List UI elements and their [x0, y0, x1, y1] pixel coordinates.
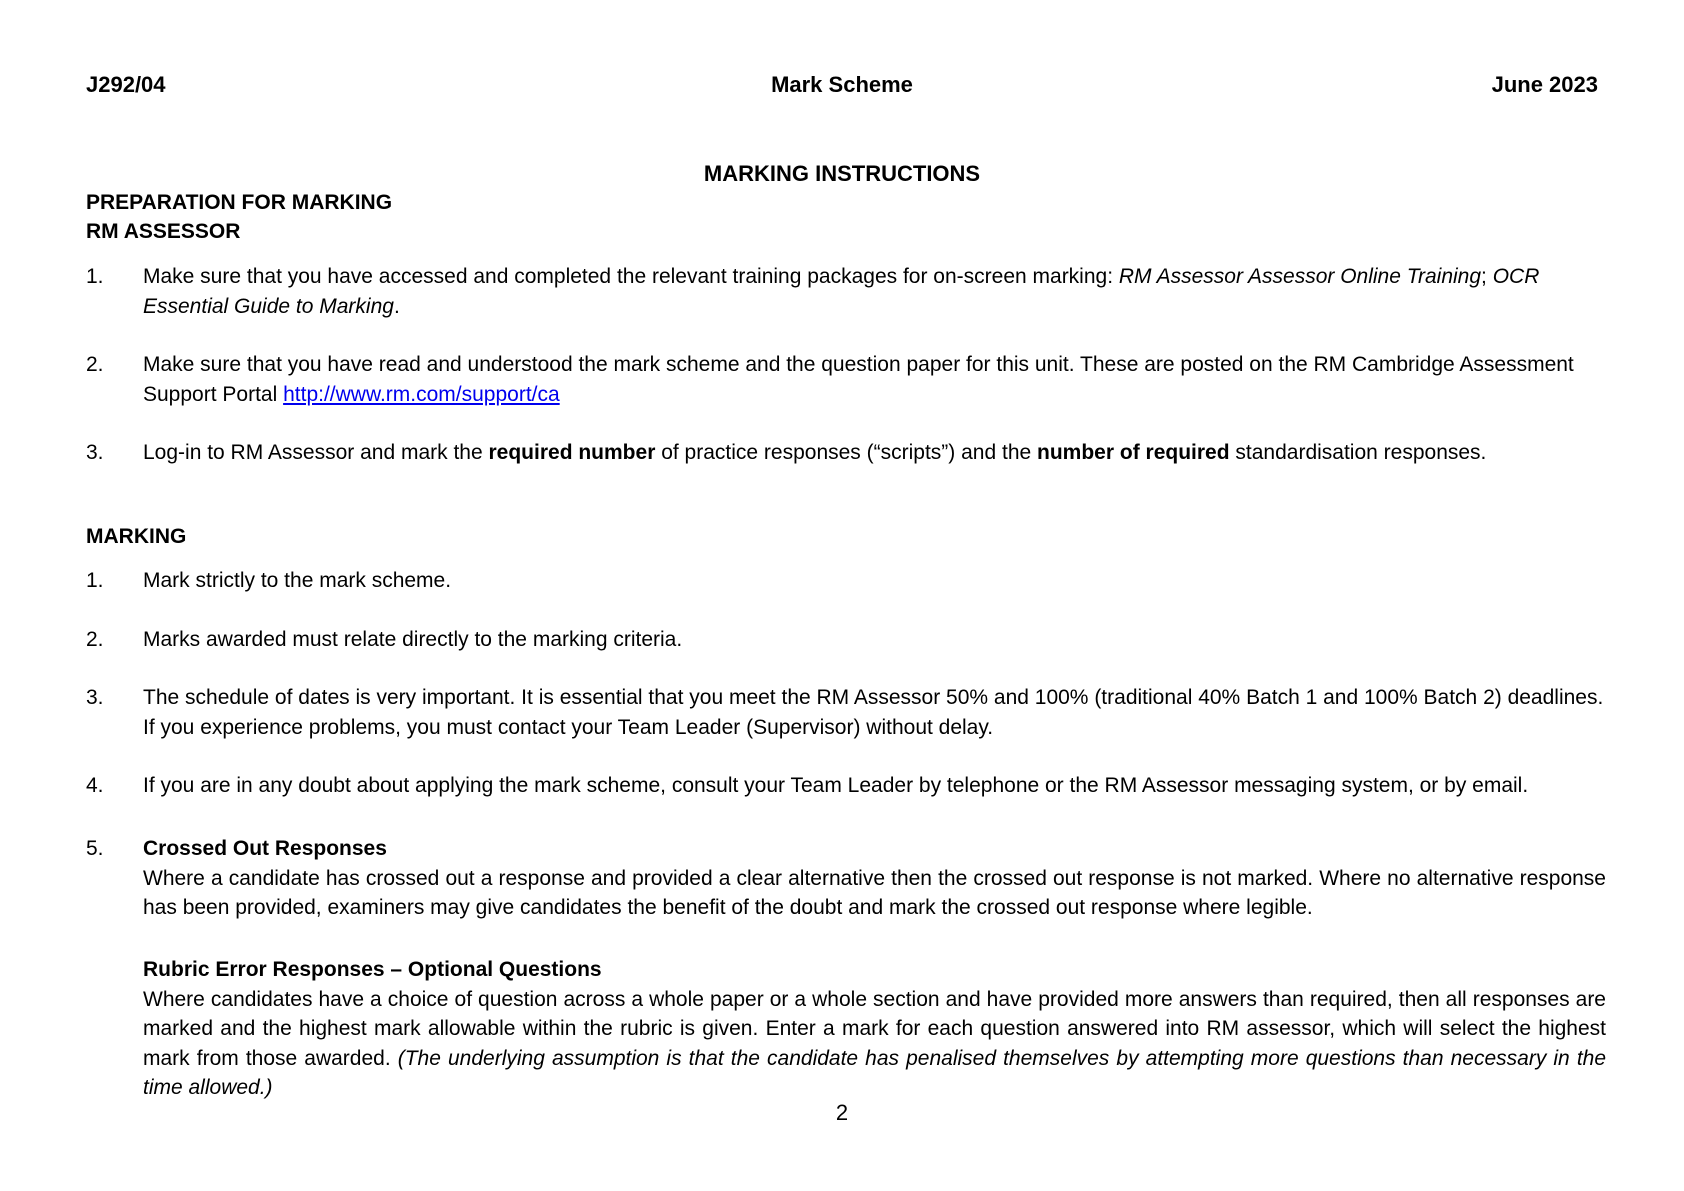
item-number: 1.	[86, 265, 104, 288]
marking-heading: MARKING	[86, 525, 187, 548]
item-text: The schedule of dates is very important. It is essential that you meet the RM Assessor 50% and 100% (traditional 40% Batch 1 and 100% Batch 2) deadlines. If you experience problems, you must contact your Team Leader (Supervisor) without delay.	[143, 686, 1604, 739]
header-date: June 2023	[1491, 72, 1598, 97]
paper-code: J292/04	[86, 72, 166, 97]
item-text: .	[393, 294, 400, 318]
marking-item-4	[86, 771, 1606, 801]
item-text: Marks awarded must relate directly to the marking criteria.	[143, 628, 683, 651]
marking-item-5	[86, 834, 1606, 923]
item-text: ;	[1481, 265, 1493, 288]
item-text: Make sure that you have accessed and completed the relevant training packages for on-screen marking:	[143, 265, 1119, 288]
page-header	[86, 72, 1598, 102]
item-text: Mark strictly to the mark scheme.	[143, 569, 452, 592]
item-number: 4.	[86, 774, 104, 797]
assumption-note: (The underlying assumption is that the candidate has penalised themselves by attempting more questions than necessary in the time allowed.)	[143, 1046, 1607, 1099]
rm-assessor-heading: RM ASSESSOR	[86, 220, 241, 243]
item-number: 3.	[86, 686, 104, 709]
crossed-out-subhead: Crossed Out Responses	[143, 837, 387, 860]
preparation-item-1	[86, 262, 1606, 321]
header-title: Mark Scheme	[771, 72, 913, 97]
item-number: 5.	[86, 837, 104, 860]
preparation-heading: PREPARATION FOR MARKING	[86, 191, 393, 214]
rubric-subhead: Rubric Error Responses – Optional Questions	[143, 958, 602, 981]
item-number: 1.	[86, 569, 104, 592]
page-number: 2	[835, 1100, 849, 1125]
item-text: Where candidates have a choice of question across a whole paper or a whole section and have provided more answers than required, then all responses are marked and the highest mark allowable within the rubric is given. Enter a mark for each question answered into RM assessor, which will select the highest mark from those awarded.	[143, 987, 1606, 1070]
marking-item-1	[86, 566, 1606, 596]
emphasis: number of required	[1037, 441, 1230, 464]
item-text: Make sure that you have read and understood the mark scheme and the question paper for this unit. These are posted on the RM Cambridge Assessment Support Portal	[143, 353, 1574, 406]
item-number: 2.	[86, 353, 104, 376]
marking-item-3	[86, 683, 1606, 742]
guide-title: OCR Essential Guide to Marking	[143, 265, 1540, 318]
training-title: RM Assessor Assessor Online Training	[1118, 265, 1482, 288]
rubric-error-block	[86, 955, 1606, 1103]
item-text: of practice responses (“scripts”) and the	[655, 441, 1038, 464]
item-number: 2.	[86, 628, 104, 651]
preparation-item-2	[86, 350, 1606, 409]
support-portal-link[interactable]: http://www.rm.com/support/ca	[283, 382, 560, 406]
preparation-item-3	[86, 438, 1606, 468]
item-text: standardisation responses.	[1229, 441, 1487, 464]
marking-item-2	[86, 625, 1606, 655]
item-text: If you are in any doubt about applying the mark scheme, consult your Team Leader by telephone or the RM Assessor messaging system, or by email.	[143, 774, 1529, 797]
item-number: 3.	[86, 441, 104, 464]
emphasis: required number	[488, 441, 656, 464]
item-text: Where a candidate has crossed out a response and provided a clear alternative then the crossed out response is not marked. Where no alternative response has been provided, examiners may give candidates the benefit of the doubt and mark the crossed out response where legible.	[143, 866, 1606, 919]
item-text: Log-in to RM Assessor and mark the	[143, 441, 489, 464]
main-title: MARKING INSTRUCTIONS	[703, 161, 981, 186]
